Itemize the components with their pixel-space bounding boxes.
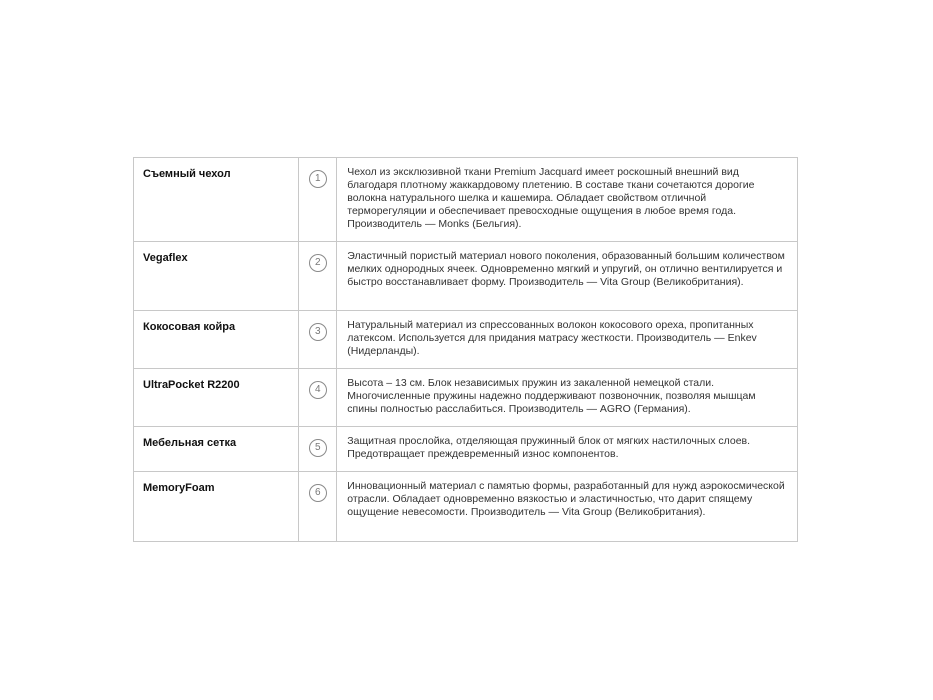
layer-name: Съемный чехол [134, 158, 299, 242]
layer-description: Высота – 13 см. Блок независимых пружин из закаленной немецкой стали. Многочисленные пружины надежно поддерживают позвоночник, позволяя мышцам спины полностью расслабиться. Производитель — AGRO (Германия). [337, 369, 798, 427]
layer-description: Инновационный материал с памятью формы, разработанный для нужд аэрокосмической отрасли. Обладает одновременно вязкостью и эластичностью, что дарит спящему ощущение невесомости. Производитель — Vita Group (Великобритания). [337, 472, 798, 542]
layer-number-cell [299, 242, 337, 311]
layer-description: Защитная прослойка, отделяющая пружинный блок от мягких настилочных слоев. Предотвращает преждевременный износ компонентов. [337, 427, 798, 472]
layer-number-cell [299, 472, 337, 542]
layer-number-badge: 5 [309, 439, 327, 457]
layer-name: Кокосовая койра [134, 311, 299, 369]
materials-table [133, 157, 798, 542]
layer-number-cell [299, 369, 337, 427]
layer-number-badge: 4 [309, 381, 327, 399]
layer-number-badge: 3 [309, 323, 327, 341]
layer-number-cell [299, 158, 337, 242]
table-row [134, 158, 798, 242]
layer-description: Чехол из эксклюзивной ткани Premium Jacquard имеет роскошный внешний вид благодаря плотному жаккардовому плетению. В составе ткани сочетаются дорогие волокна натурального шелка и кашемира. Обладает свойством отличной терморегуляции и обеспечивает превосходные ощущения в любое время года. Производитель — Monks (Бельгия). [337, 158, 798, 242]
layer-name: MemoryFoam [134, 472, 299, 542]
layer-name: Vegaflex [134, 242, 299, 311]
table-row [134, 242, 798, 311]
layer-number-cell [299, 427, 337, 472]
layer-description: Натуральный материал из спрессованных волокон кокосового ореха, пропитанных латексом. Используется для придания матрасу жесткости. Производитель — Enkev (Нидерланды). [337, 311, 798, 369]
layer-name: Мебельная сетка [134, 427, 299, 472]
layer-number-badge: 1 [309, 170, 327, 188]
layer-description: Эластичный пористый материал нового поколения, образованный большим количеством мелких однородных ячеек. Одновременно мягкий и упругий, он отлично вентилируется и быстро восстанавливает форму. Производитель — Vita Group (Великобритания). [337, 242, 798, 311]
layer-number-cell [299, 311, 337, 369]
layer-number-badge: 6 [309, 484, 327, 502]
table-row [134, 472, 798, 542]
table-row [134, 427, 798, 472]
table-row [134, 369, 798, 427]
layer-number-badge: 2 [309, 254, 327, 272]
table-row [134, 311, 798, 369]
layer-name: UltraPocket R2200 [134, 369, 299, 427]
